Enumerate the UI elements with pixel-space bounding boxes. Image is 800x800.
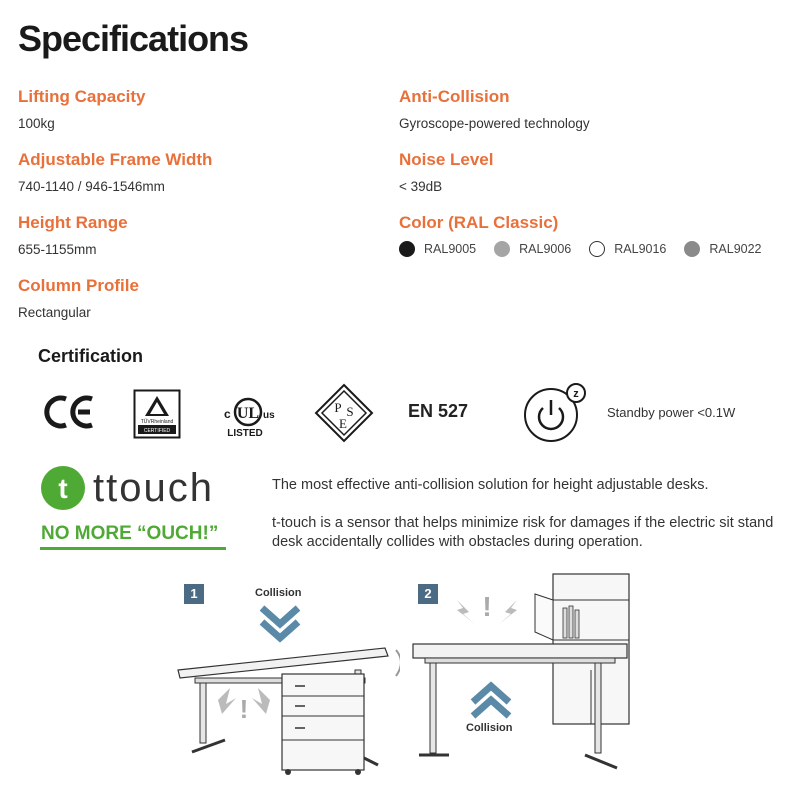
color-name: RAL9016: [614, 242, 667, 256]
spec-label: Anti-Collision: [399, 87, 510, 106]
collision-diagram-desk-up: [405, 570, 635, 780]
spec-label: Adjustable Frame Width: [18, 150, 213, 169]
color-option: [589, 241, 666, 257]
certification-title: Certification: [38, 346, 144, 366]
ttouch-description-2: t-touch is a sensor that helps minimize risk for damages if the electric sit stand desk accidentally collides with obstacles during operation.: [272, 515, 774, 550]
spec-value: 655-1155mm: [18, 242, 97, 257]
standby-power-icon: [520, 382, 588, 444]
ttouch-logo-letter: t: [58, 473, 68, 504]
page-title: Specifications: [18, 18, 249, 59]
svg-text:E: E: [339, 416, 347, 431]
warning-mark: !: [482, 591, 492, 622]
tuv-rheinland-certified-icon: [133, 389, 181, 439]
spec-label: Height Range: [18, 213, 128, 232]
color-name: RAL9005: [424, 242, 477, 256]
svg-text:S: S: [346, 404, 354, 419]
color-name: RAL9022: [709, 242, 762, 256]
ttouch-wordmark: ttouch: [93, 466, 214, 510]
spec-anti-collision: [399, 87, 590, 131]
pse-mark-icon: [314, 383, 374, 443]
color-name: RAL9006: [519, 242, 572, 256]
color-swatch-ral9016: [589, 241, 605, 257]
ttouch-description-1: The most effective anti-collision solution for height adjustable desks.: [272, 477, 709, 493]
slogan-underline: [40, 547, 226, 550]
tuv-text: TÜVRheinland: [140, 419, 174, 425]
spec-noise-level: [399, 150, 494, 194]
color-swatch-ral9006: [494, 241, 510, 257]
en-527-label: EN 527: [408, 401, 469, 421]
color-option: [684, 241, 761, 257]
spec-label: Noise Level: [399, 150, 494, 169]
color-swatch-ral9005: [399, 241, 415, 257]
spec-frame-width: [18, 150, 212, 194]
color-option: [494, 241, 571, 257]
color-swatches: [399, 241, 780, 257]
spec-label: Color (RAL Classic): [399, 213, 559, 232]
spec-column-profile: [18, 276, 139, 320]
spec-value: Gyroscope-powered technology: [399, 116, 590, 131]
spec-value: 740-1140 / 946-1546mm: [18, 179, 165, 194]
up-chevron-icon: [473, 686, 509, 716]
collision-label-2: Collision: [466, 722, 513, 734]
warning-mark: !: [239, 694, 249, 724]
step-2-badge: 2: [418, 584, 438, 604]
collision-label-1: Collision: [255, 587, 302, 599]
collision-diagram-desk-down: [170, 600, 400, 780]
ce-mark-icon: [44, 394, 96, 430]
color-option: [399, 241, 476, 257]
standby-power-label: Standby power <0.1W: [607, 405, 736, 420]
svg-text:UL: UL: [236, 405, 260, 422]
step-1-badge: 1: [184, 584, 204, 604]
tuv-certified-text: CERTIFIED: [143, 428, 171, 434]
ul-c-text: c: [224, 407, 231, 421]
spec-height-range: [18, 213, 128, 257]
sleep-z-text: z: [573, 388, 579, 400]
ul-listed-icon: [218, 391, 282, 439]
svg-text:P: P: [334, 400, 342, 415]
spec-label: Column Profile: [18, 276, 139, 295]
ul-listed-text: LISTED: [227, 428, 263, 439]
ul-us-text: us: [263, 410, 275, 421]
spec-label: Lifting Capacity: [18, 87, 146, 106]
down-chevron-icon: [262, 608, 298, 638]
spec-value: 100kg: [18, 116, 55, 131]
spec-color: [399, 213, 780, 257]
ttouch-logo-icon: [40, 465, 86, 511]
spec-value: < 39dB: [399, 179, 443, 194]
spec-lifting-capacity: [18, 87, 146, 131]
ttouch-slogan: NO MORE “OUCH!”: [41, 523, 219, 544]
spec-value: Rectangular: [18, 305, 91, 320]
color-swatch-ral9022: [684, 241, 700, 257]
